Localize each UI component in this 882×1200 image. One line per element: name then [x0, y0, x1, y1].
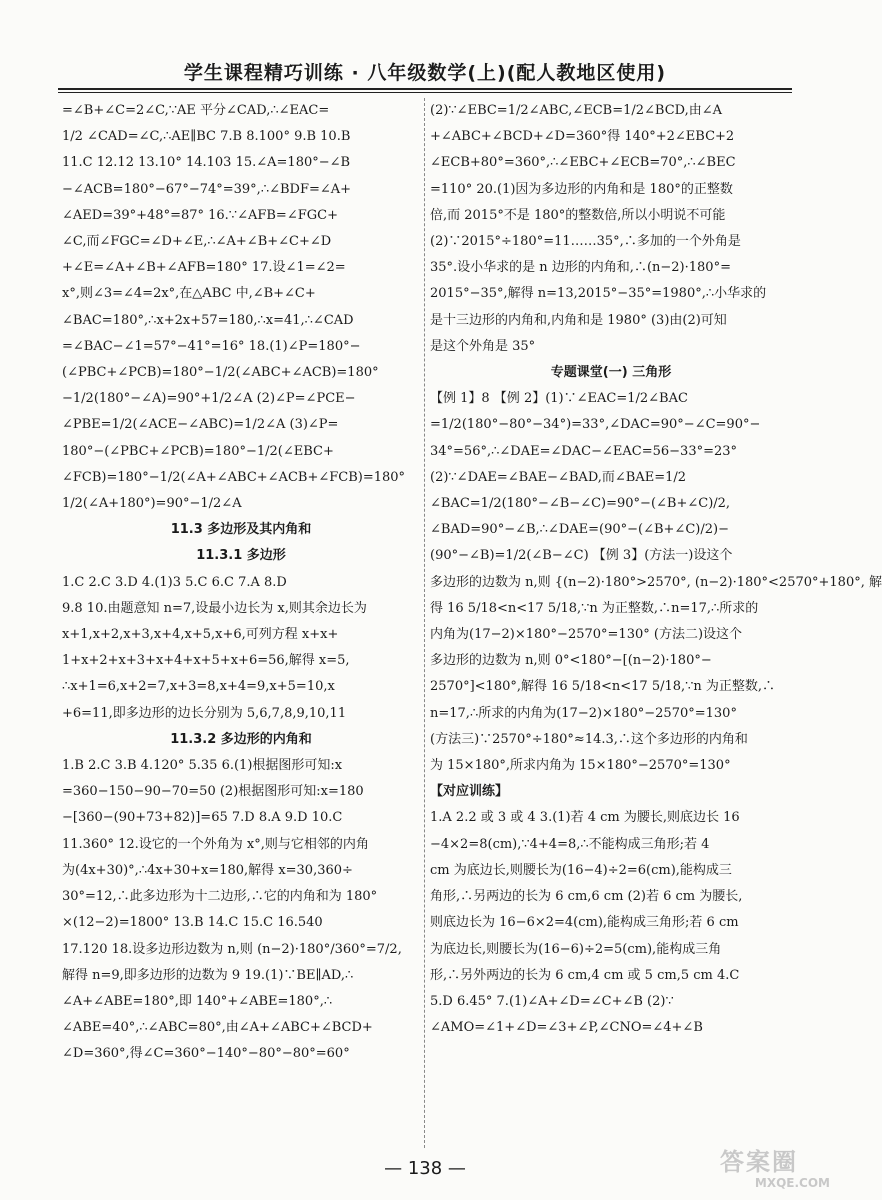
text-line: −1/2(180°−∠A)=90°+1/2∠A (2)∠P=∠PCE−	[62, 391, 356, 407]
text-line: 180°−(∠PBC+∠PCB)=180°−1/2(∠EBC+	[62, 443, 334, 459]
text-line: (2)∵∠DAE=∠BAE−∠BAD,而∠BAE=1/2	[430, 469, 687, 485]
text-line: 为(4x+30)°,∴4x+30+x=180,解得 x=30,360÷	[62, 862, 353, 878]
text-line: 2015°−35°,解得 n=13,2015°−35°=1980°,∴小华求的	[430, 286, 767, 302]
text-line: 为底边长,则腰长为(16−6)÷2=5(cm),能构成三角	[430, 941, 722, 957]
text-line: ×(12−2)=1800° 13.B 14.C 15.C 16.540	[62, 915, 323, 931]
text-line: ∠BAD=90°−∠B,∴∠DAE=(90°−(∠B+∠C)/2)−	[430, 522, 729, 538]
text-line: 则底边长为 16−6×2=4(cm),能构成三角形;若 6 cm	[430, 915, 739, 931]
text-line: 角形,∴另两边的长为 6 cm,6 cm (2)若 6 cm 为腰长,	[430, 889, 743, 905]
text-line: =∠B+∠C=2∠C,∵AE 平分∠CAD,∴∠EAC=	[62, 103, 330, 118]
right-column	[430, 98, 882, 1148]
text-line: (方法三)∵2570°÷180°≈14.3,∴这个多边形的内角和	[430, 731, 748, 747]
subsection-heading: 11.3.1 多边形	[196, 548, 286, 564]
page-header: 学生课程精巧训练 · 八年级数学(上)(配人教地区使用)	[183, 62, 667, 84]
text-line: 是十三边形的内角和,内角和是 1980° (3)由(2)可知	[430, 312, 727, 328]
text-line: 1.A 2.2 或 3 或 4 3.(1)若 4 cm 为腰长,则底边长 16	[430, 810, 740, 826]
text-line: ∴x+1=6,x+2=7,x+3=8,x+4=9,x+5=10,x	[62, 679, 335, 695]
text-line: 得 16 5/18<n<17 5/18,∵n 为正整数,∴n=17,∴所求的	[430, 600, 759, 616]
text-line: 17.120 18.设多边形边数为 n,则 (n−2)·180°/360°=7/2,	[62, 941, 402, 957]
text-line: ∠BAC=1/2(180°−∠B−∠C)=90°−(∠B+∠C)/2,	[430, 496, 731, 512]
text-line: 内角为(17−2)×180°−2570°=130° (方法二)设这个	[430, 627, 743, 643]
text-line: ∠A+∠ABE=180°,即 140°+∠ABE=180°,∴	[62, 993, 333, 1009]
text-line: =110° 20.(1)因为多边形的内角和是 180°的正整数	[430, 181, 733, 197]
text-line: 11.360° 12.设它的一个外角为 x°,则与它相邻的内角	[62, 836, 369, 852]
watermark-text: 答案圈	[720, 1148, 798, 1176]
text-line: 35°.设小华求的是 n 边形的内角和,∴(n−2)·180°=	[430, 260, 731, 276]
text-line: +∠ABC+∠BCD+∠D=360°得 140°+2∠EBC+2	[430, 129, 735, 145]
text-line: 多边形的边数为 n,则 0°<180°−[(n−2)·180°−	[430, 653, 712, 669]
page-number: — 138 —	[384, 1158, 466, 1179]
left-column	[62, 98, 420, 1148]
text-line: ∠FCB)=180°−1/2(∠A+∠ABC+∠ACB+∠FCB)=180°	[62, 469, 406, 485]
text-line: ∠AED=39°+48°=87° 16.∵∠AFB=∠FGC+	[62, 207, 338, 223]
text-line: 1/2 ∠CAD=∠C,∴AE∥BC 7.B 8.100° 9.B 10.B	[62, 129, 351, 145]
text-line: 1.B 2.C 3.B 4.120° 5.35 6.(1)根据图形可知:x	[62, 758, 343, 774]
subsection-heading: 11.3.2 多边形的内角和	[170, 731, 312, 747]
text-line: 9.8 10.由题意知 n=7,设最小边长为 x,则其余边长为	[62, 600, 367, 616]
text-line: (∠PBC+∠PCB)=180°−1/2(∠ABC+∠ACB)=180°	[62, 365, 379, 381]
text-line: 【例 1】8 【例 2】(1)∵∠EAC=1/2∠BAC	[430, 391, 688, 407]
section-heading: 专题课堂(一) 三角形	[550, 365, 672, 381]
text-line: x°,则∠3=∠4=2x°,在△ABC 中,∠B+∠C+	[62, 286, 316, 302]
text-line: 5.D 6.45° 7.(1)∠A+∠D=∠C+∠B (2)∵	[430, 993, 674, 1009]
watermark-logo	[720, 1148, 830, 1194]
column-divider	[424, 98, 425, 1148]
text-line: 1+x+2+x+3+x+4+x+5+x+6=56,解得 x=5,	[62, 653, 350, 669]
text-line: 34°=56°,∴∠DAE=∠DAC−∠EAC=56−33°=23°	[430, 443, 738, 459]
text-line: x+1,x+2,x+3,x+4,x+5,x+6,可列方程 x+x+	[62, 627, 339, 643]
text-line: −4×2=8(cm),∵4+4=8,∴不能构成三角形;若 4	[430, 836, 710, 852]
section-heading: 11.3 多边形及其内角和	[170, 522, 312, 538]
text-line: ∠AMO=∠1+∠D=∠3+∠P,∠CNO=∠4+∠B	[430, 1020, 703, 1036]
text-line: ∠C,而∠FGC=∠D+∠E,∴∠A+∠B+∠C+∠D	[62, 234, 332, 250]
text-line: 形,∴另外两边的长为 6 cm,4 cm 或 5 cm,5 cm 4.C	[430, 967, 740, 983]
text-line: ∠D=360°,得∠C=360°−140°−80°−80°=60°	[62, 1046, 350, 1062]
text-line: 2570°]<180°,解得 16 5/18<n<17 5/18,∵n 为正整数,∴	[430, 679, 776, 695]
text-line: =1/2(180°−80°−34°)=33°,∠DAC=90°−∠C=90°−	[430, 417, 761, 433]
text-line: cm 为底边长,则腰长为(16−4)÷2=6(cm),能构成三	[430, 862, 732, 878]
text-line: +6=11,即多边形的边长分别为 5,6,7,8,9,10,11	[62, 705, 347, 721]
text-line: ∠ABE=40°,∴∠ABC=80°,由∠A+∠ABC+∠BCD+	[62, 1020, 373, 1036]
practice-heading: 【对应训练】	[430, 784, 509, 800]
header-rule-thin	[58, 92, 792, 93]
text-line: 解得 n=9,即多边形的边数为 9 19.(1)∵BE∥AD,∴	[62, 967, 354, 983]
watermark-url: MXQE.COM	[754, 1176, 830, 1190]
text-line: −∠ACB=180°−67°−74°=39°,∴∠BDF=∠A+	[62, 181, 352, 197]
text-line: 多边形的边数为 n,则 {(n−2)·180°>2570°, (n−2)·180°<2570°+180°, 解	[430, 574, 882, 590]
header-rule	[58, 88, 792, 90]
text-line: 1/2(∠A+180°)=90°−1/2∠A	[62, 496, 242, 512]
text-line: ∠BAC=180°,∴x+2x+57=180,∴x=41,∴∠CAD	[62, 312, 354, 328]
text-line: 倍,而 2015°不是 180°的整数倍,所以小明说不可能	[430, 207, 726, 223]
text-line: =∠BAC−∠1=57°−41°=16° 18.(1)∠P=180°−	[62, 338, 361, 354]
text-line: ∠ECB+80°=360°,∴∠EBC+∠ECB=70°,∴∠BEC	[430, 155, 736, 171]
text-line: (2)∵2015°÷180°=11……35°,∴多加的一个外角是	[430, 234, 741, 250]
text-line: (2)∵∠EBC=1/2∠ABC,∠ECB=1/2∠BCD,由∠A	[430, 103, 723, 118]
text-line: 11.C 12.12 13.10° 14.103 15.∠A=180°−∠B	[62, 155, 351, 171]
text-line: +∠E=∠A+∠B+∠AFB=180° 17.设∠1=∠2=	[62, 260, 346, 276]
text-line: 是这个外角是 35°	[430, 338, 536, 354]
text-line: (90°−∠B)=1/2(∠B−∠C) 【例 3】(方法一)设这个	[430, 548, 733, 564]
text-line: 30°=12,∴此多边形为十二边形,∴它的内角和为 180°	[62, 889, 378, 905]
text-line: 1.C 2.C 3.D 4.(1)3 5.C 6.C 7.A 8.D	[62, 574, 287, 590]
text-line: =360−150−90−70=50 (2)根据图形可知:x=180	[62, 784, 364, 800]
text-line: 为 15×180°,所求内角为 15×180°−2570°=130°	[430, 758, 731, 774]
text-line: n=17,∴所求的内角为(17−2)×180°−2570°=130°	[430, 705, 737, 721]
text-line: ∠PBE=1/2(∠ACE−∠ABC)=1/2∠A (3)∠P=	[62, 417, 339, 433]
text-line: −[360−(90+73+82)]=65 7.D 8.A 9.D 10.C	[62, 810, 343, 826]
